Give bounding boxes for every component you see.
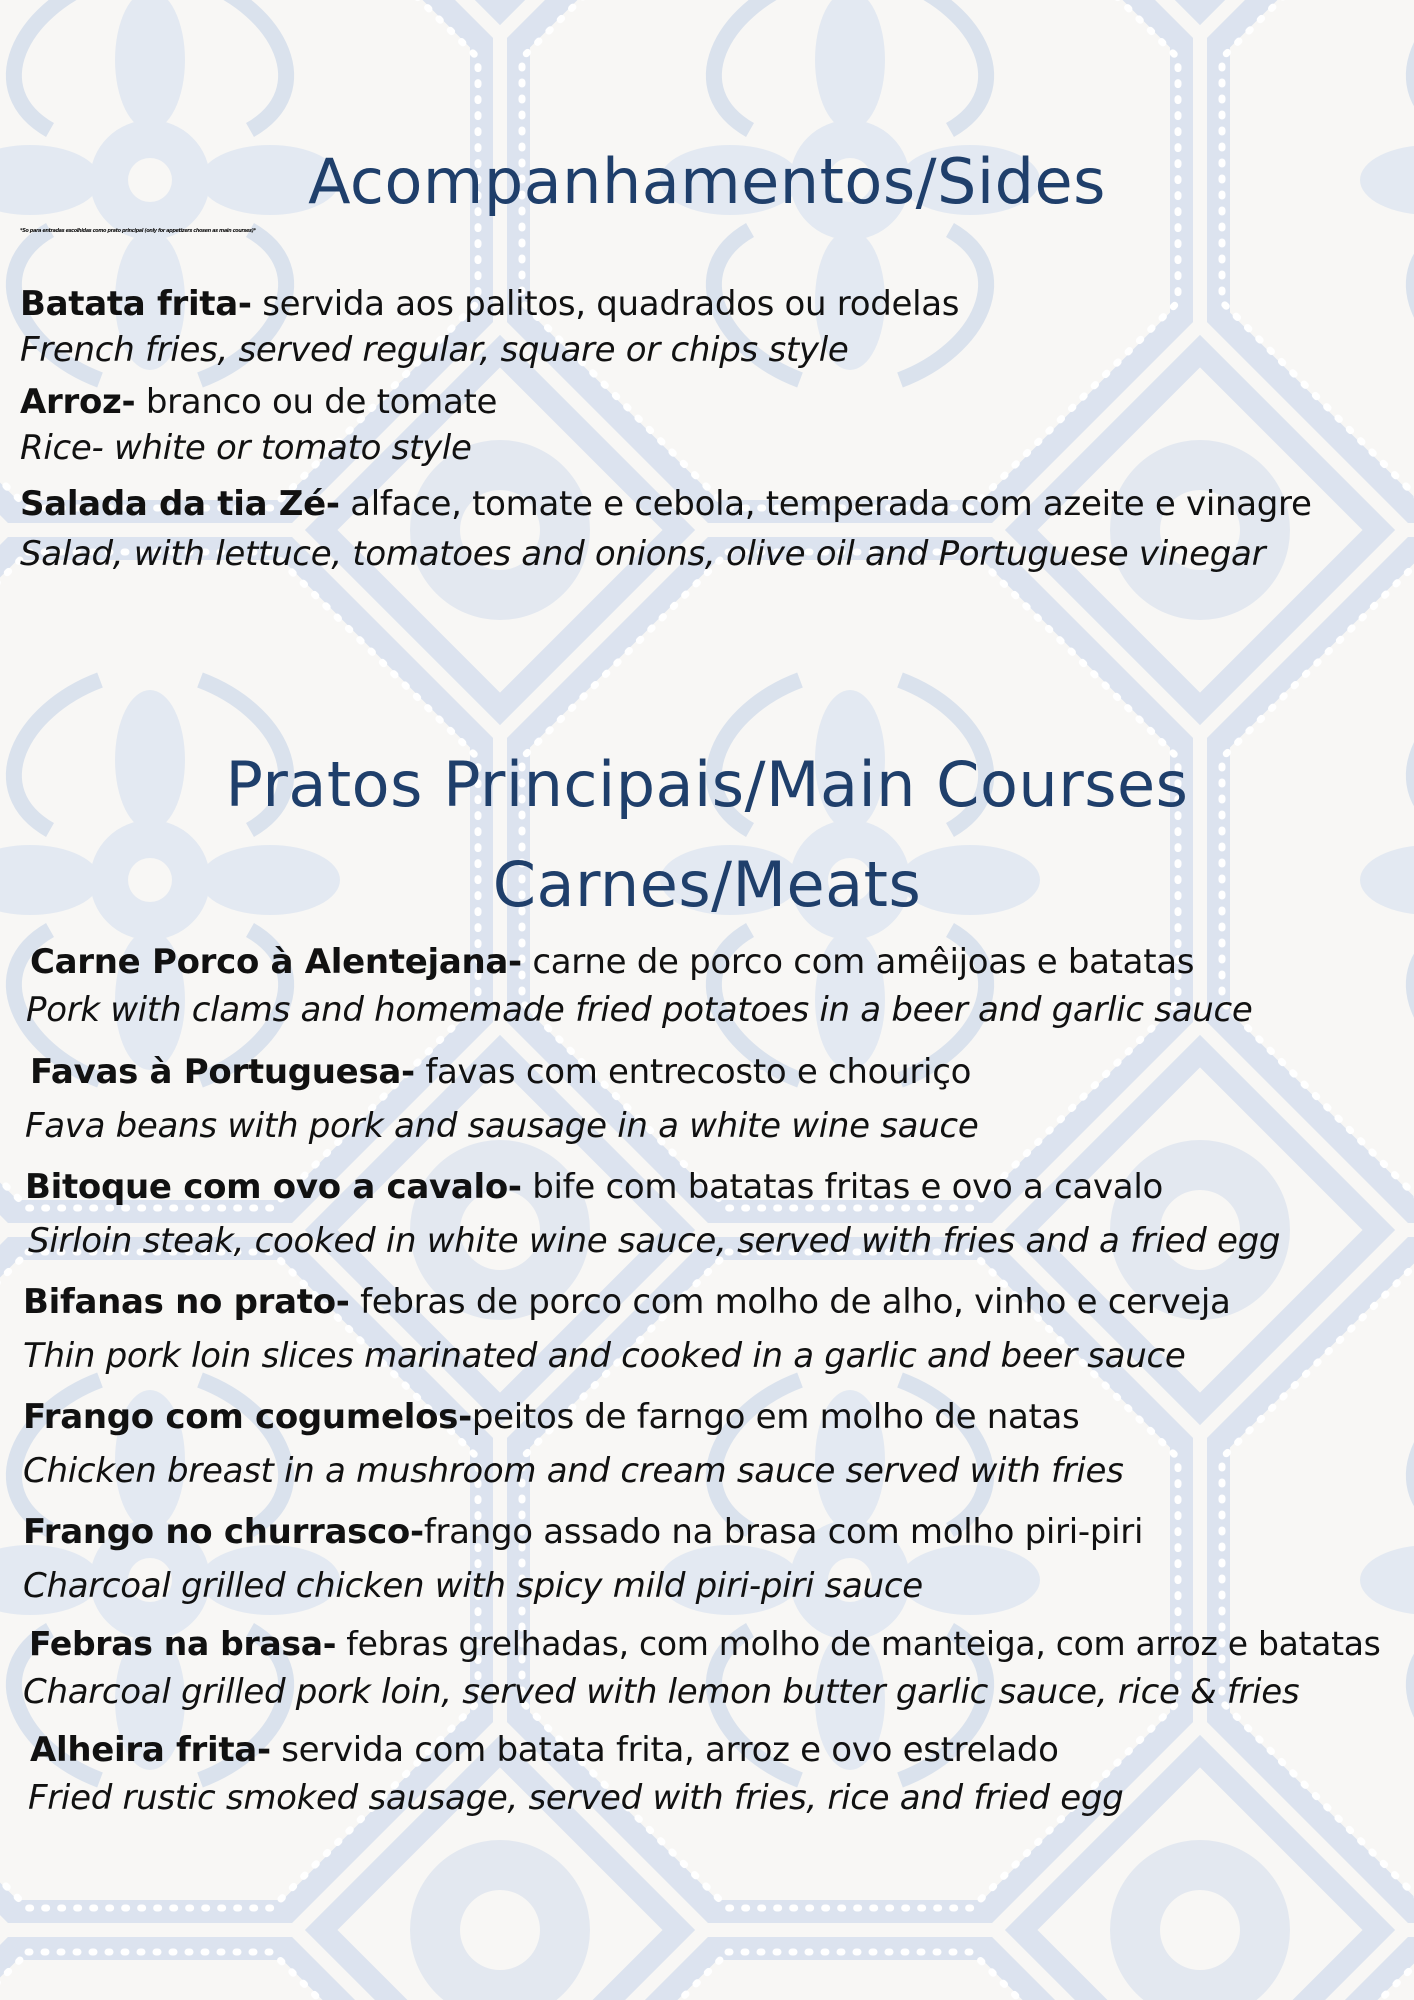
- main-item: [30, 1728, 1123, 1820]
- side-item-desc-pt: branco ou de tomate: [135, 382, 498, 422]
- sides-note: *So para entradas escolhidas como prato principal (only for appetizers chosen as main courses)*: [20, 228, 256, 234]
- main-item-desc-pt: febras de porco com molho de alho, vinho e cerveja: [349, 1282, 1231, 1322]
- side-item-name: Salada da tia Zé-: [20, 484, 340, 524]
- main-item-desc-pt: peitos de farngo em molho de natas: [471, 1397, 1080, 1437]
- main-item-desc-en: Thin pork loin slices marinated and cooked in a garlic and beer sauce: [23, 1336, 1186, 1376]
- main-item-desc-pt: febras grelhadas, com molho de manteiga, com arroz e batatas: [336, 1624, 1381, 1663]
- main-item-desc-en: Chicken breast in a mushroom and cream sauce served with fries: [23, 1451, 1124, 1491]
- side-item: [20, 282, 959, 372]
- main-item: [25, 1165, 1280, 1263]
- main-item-name: Bifanas no prato-: [23, 1282, 350, 1322]
- main-item-desc-en: Charcoal grilled chicken with spicy mild piri-piri sauce: [23, 1566, 923, 1606]
- side-item-desc-pt: servida aos palitos, quadrados ou rodelas: [251, 284, 960, 324]
- side-item-desc-en: French fries, served regular, square or chips style: [20, 330, 849, 370]
- main-item: [23, 1280, 1231, 1378]
- side-item: [20, 380, 497, 470]
- main-item: [23, 1510, 1143, 1608]
- main-item: [23, 1395, 1124, 1493]
- main-item: [25, 1050, 979, 1148]
- side-item-desc-en: Salad, with lettuce, tomatoes and onions, olive oil and Portuguese vinegar: [20, 534, 1266, 574]
- main-courses-title: Pratos Principais/Main Courses: [225, 748, 1189, 821]
- main-item-desc-pt: frango assado na brasa com molho piri-piri: [423, 1512, 1144, 1552]
- main-item-name: Carne Porco à Alentejana-: [30, 942, 522, 982]
- main-item-desc-en: Pork with clams and homemade fried potatoes in a beer and garlic sauce: [26, 990, 1253, 1030]
- meats-subtitle: Carnes/Meats: [492, 848, 922, 921]
- main-item-desc-pt: carne de porco com amêijoas e batatas: [521, 942, 1195, 982]
- main-item-name: Favas à Portuguesa-: [30, 1052, 415, 1092]
- main-item-name: Frango com cogumelos-: [23, 1397, 472, 1437]
- main-item-desc-en: Sirloin steak, cooked in white wine sauce, served with fries and a fried egg: [28, 1221, 1281, 1261]
- main-item-name: Bitoque com ovo a cavalo-: [25, 1167, 522, 1207]
- main-item: [23, 1622, 1381, 1714]
- main-item-name: Alheira frita-: [30, 1730, 271, 1770]
- main-item-name: Febras na brasa-: [29, 1624, 337, 1663]
- side-item-desc-pt: alface, tomate e cebola, temperada com azeite e vinagre: [339, 484, 1312, 524]
- main-item-desc-pt: servida com batata frita, arroz e ovo estrelado: [270, 1730, 1059, 1770]
- main-item-desc-en: Charcoal grilled pork loin, served with lemon butter garlic sauce, rice & fries: [23, 1672, 1300, 1712]
- side-item-desc-en: Rice- white or tomato style: [20, 428, 472, 468]
- side-item: [20, 482, 1312, 576]
- main-item-desc-en: Fried rustic smoked sausage, served with fries, rice and fried egg: [28, 1778, 1124, 1818]
- sides-section-title: Acompanhamentos/Sides: [308, 145, 1106, 218]
- main-item-desc-pt: favas com entrecosto e chouriço: [414, 1052, 972, 1092]
- side-item-name: Arroz-: [20, 382, 136, 422]
- main-item-name: Frango no churrasco-: [23, 1512, 424, 1552]
- main-item: [26, 940, 1253, 1032]
- side-item-name: Batata frita-: [20, 284, 252, 324]
- main-item-desc-pt: bife com batatas fritas e ovo a cavalo: [521, 1167, 1163, 1207]
- main-item-desc-en: Fava beans with pork and sausage in a white wine sauce: [25, 1106, 979, 1146]
